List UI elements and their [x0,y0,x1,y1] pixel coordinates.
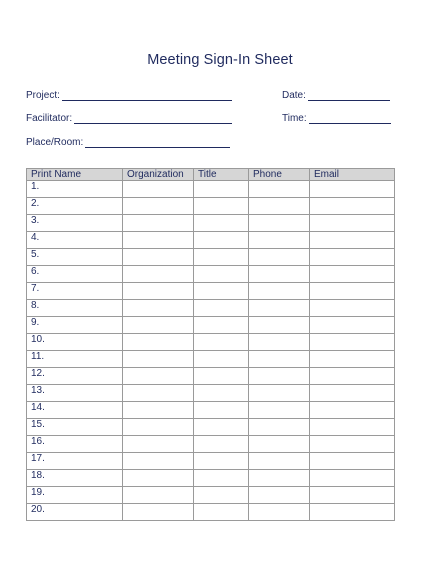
organization-cell[interactable] [123,266,194,283]
email-cell[interactable] [310,266,395,283]
time-field [282,110,391,124]
row-number: 11. [31,351,45,362]
header-print-name: Print Name [27,169,123,181]
title-cell[interactable] [194,470,249,487]
row-number: 6. [31,266,40,277]
print-name-cell[interactable] [27,334,123,351]
row-number: 14. [31,402,45,413]
place-room-blank-line [85,136,230,148]
print-name-cell[interactable] [27,249,123,266]
print-name-cell[interactable] [27,402,123,419]
row-number: 12. [31,368,45,379]
email-cell[interactable] [310,351,395,368]
table-row [27,402,395,419]
title-cell[interactable] [194,249,249,266]
phone-cell[interactable] [249,215,310,232]
print-name-cell[interactable] [27,351,123,368]
row-number: 4. [31,232,40,243]
row-number: 18. [31,470,45,481]
table-row [27,470,395,487]
title-cell[interactable] [194,368,249,385]
print-name-cell[interactable] [27,453,123,470]
table-row [27,283,395,300]
email-cell[interactable] [310,368,395,385]
row-number: 10. [31,334,45,345]
title-cell[interactable] [194,436,249,453]
email-cell[interactable] [310,385,395,402]
email-cell[interactable] [310,419,395,436]
row-number: 2. [31,198,40,209]
print-name-cell[interactable] [27,266,123,283]
table-row [27,266,395,283]
email-cell[interactable] [310,232,395,249]
row-number: 19. [31,487,45,498]
email-cell[interactable] [310,334,395,351]
print-name-cell[interactable] [27,215,123,232]
table-row [27,198,395,215]
phone-cell[interactable] [249,198,310,215]
page-title: Meeting Sign-In Sheet [147,52,293,68]
table-row [27,232,395,249]
organization-cell[interactable] [123,300,194,317]
table-row [27,300,395,317]
organization-cell[interactable] [123,402,194,419]
organization-cell[interactable] [123,453,194,470]
organization-cell[interactable] [123,334,194,351]
table-row [27,436,395,453]
place-room-label: Place/Room: [26,137,84,148]
print-name-cell[interactable] [27,470,123,487]
title-cell[interactable] [194,283,249,300]
email-cell[interactable] [310,181,395,198]
title-cell[interactable] [194,453,249,470]
email-cell[interactable] [310,215,395,232]
phone-cell[interactable] [249,470,310,487]
time-blank-line [309,112,391,124]
date-field [282,87,390,101]
phone-cell[interactable] [249,368,310,385]
print-name-cell[interactable] [27,419,123,436]
table-row [27,334,395,351]
title-cell[interactable] [194,300,249,317]
phone-cell[interactable] [249,436,310,453]
facilitator-field [26,110,232,124]
table-row [27,487,395,504]
organization-cell[interactable] [123,419,194,436]
title-cell[interactable] [194,266,249,283]
row-number: 5. [31,249,40,260]
title-cell[interactable] [194,504,249,521]
print-name-cell[interactable] [27,317,123,334]
email-cell[interactable] [310,453,395,470]
phone-cell[interactable] [249,419,310,436]
project-label: Project: [26,90,60,101]
organization-cell[interactable] [123,351,194,368]
phone-cell[interactable] [249,300,310,317]
organization-cell[interactable] [123,317,194,334]
date-label: Date: [282,90,306,101]
phone-cell[interactable] [249,402,310,419]
table-row [27,504,395,521]
title-cell[interactable] [194,215,249,232]
row-number: 17. [31,453,45,464]
organization-cell[interactable] [123,385,194,402]
phone-cell[interactable] [249,317,310,334]
email-cell[interactable] [310,317,395,334]
row-number: 20. [31,504,45,515]
facilitator-label: Facilitator: [26,113,73,124]
email-cell[interactable] [310,283,395,300]
row-number: 9. [31,317,40,328]
table-row [27,181,395,198]
phone-cell[interactable] [249,283,310,300]
row-number: 1. [31,181,40,192]
email-cell[interactable] [310,504,395,521]
title-cell[interactable] [194,181,249,198]
organization-cell[interactable] [123,436,194,453]
phone-cell[interactable] [249,334,310,351]
organization-cell[interactable] [123,181,194,198]
organization-cell[interactable] [123,368,194,385]
print-name-cell[interactable] [27,368,123,385]
table-row [27,317,395,334]
organization-cell[interactable] [123,470,194,487]
phone-cell[interactable] [249,453,310,470]
print-name-cell[interactable] [27,436,123,453]
date-blank-line [308,89,390,101]
organization-cell[interactable] [123,487,194,504]
print-name-cell[interactable] [27,232,123,249]
phone-cell[interactable] [249,351,310,368]
organization-cell[interactable] [123,232,194,249]
print-name-cell[interactable] [27,385,123,402]
print-name-cell[interactable] [27,181,123,198]
table-row [27,368,395,385]
title-cell[interactable] [194,232,249,249]
title-cell[interactable] [194,334,249,351]
email-cell[interactable] [310,300,395,317]
phone-cell[interactable] [249,385,310,402]
header-email: Email [310,169,395,181]
phone-cell[interactable] [249,504,310,521]
print-name-cell[interactable] [27,283,123,300]
organization-cell[interactable] [123,249,194,266]
email-cell[interactable] [310,402,395,419]
title-cell[interactable] [194,351,249,368]
header-organization: Organization [123,169,194,181]
title-cell[interactable] [194,487,249,504]
table-row [27,249,395,266]
title-cell[interactable] [194,317,249,334]
header-title: Title [194,169,249,181]
print-name-cell[interactable] [27,300,123,317]
header-phone: Phone [249,169,310,181]
table-header-row [27,169,395,181]
row-number: 15. [31,419,45,430]
title-cell[interactable] [194,419,249,436]
phone-cell[interactable] [249,487,310,504]
row-number: 7. [31,283,40,294]
organization-cell[interactable] [123,504,194,521]
place-room-field [26,134,230,148]
sign-in-table [26,168,395,521]
email-cell[interactable] [310,436,395,453]
print-name-cell[interactable] [27,504,123,521]
table-row [27,453,395,470]
email-cell[interactable] [310,198,395,215]
email-cell[interactable] [310,470,395,487]
print-name-cell[interactable] [27,487,123,504]
phone-cell[interactable] [249,249,310,266]
phone-cell[interactable] [249,266,310,283]
title-cell[interactable] [194,402,249,419]
table-row [27,351,395,368]
row-number: 8. [31,300,40,311]
project-blank-line [62,89,232,101]
email-cell[interactable] [310,249,395,266]
project-field [26,87,232,101]
phone-cell[interactable] [249,232,310,249]
organization-cell[interactable] [123,215,194,232]
table-row [27,419,395,436]
phone-cell[interactable] [249,181,310,198]
table-row [27,215,395,232]
title-cell[interactable] [194,385,249,402]
facilitator-blank-line [74,112,232,124]
row-number: 13. [31,385,45,396]
email-cell[interactable] [310,487,395,504]
organization-cell[interactable] [123,283,194,300]
time-label: Time: [282,113,307,124]
row-number: 16. [31,436,45,447]
row-number: 3. [31,215,40,226]
organization-cell[interactable] [123,198,194,215]
title-cell[interactable] [194,198,249,215]
print-name-cell[interactable] [27,198,123,215]
table-row [27,385,395,402]
